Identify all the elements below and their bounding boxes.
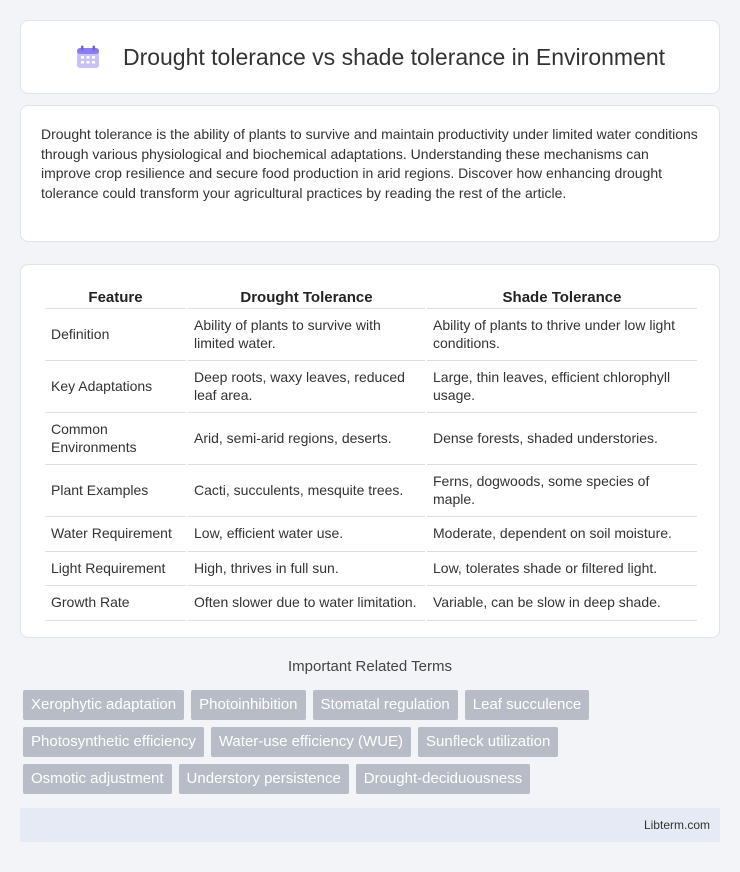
table-row: [45, 413, 697, 465]
tag-xerophytic-adaptation[interactable]: Xerophytic adaptation: [23, 690, 184, 720]
row-drought-value: Deep roots, waxy leaves, reduced leaf area.: [188, 361, 425, 413]
page-title: Drought tolerance vs shade tolerance in Environment: [122, 43, 666, 70]
related-terms-title: Important Related Terms: [288, 658, 452, 675]
table-row: [45, 552, 697, 587]
row-drought-value: Arid, semi-arid regions, deserts.: [188, 413, 425, 465]
tag-row: [23, 727, 723, 757]
header-drought-tolerance: Drought Tolerance: [188, 283, 425, 309]
tag-drought-deciduousness[interactable]: Drought-deciduousness: [356, 764, 530, 794]
comparison-table-card: [20, 264, 720, 638]
row-feature: Plant Examples: [45, 465, 186, 517]
row-drought-value: High, thrives in full sun.: [188, 552, 425, 587]
row-drought-value: Ability of plants to survive with limited water.: [188, 309, 425, 361]
tag-osmotic-adjustment[interactable]: Osmotic adjustment: [23, 764, 172, 794]
tag-water-use-efficiency[interactable]: Water-use efficiency (WUE): [211, 727, 411, 757]
tag-photoinhibition[interactable]: Photoinhibition: [191, 690, 305, 720]
tag-leaf-succulence[interactable]: Leaf succulence: [465, 690, 589, 720]
table-header-row: [45, 283, 697, 309]
table-row: [45, 517, 697, 552]
table-row: [45, 361, 697, 413]
calendar-icon: [75, 44, 101, 70]
header-feature: Feature: [45, 283, 186, 309]
row-feature: Key Adaptations: [45, 361, 186, 413]
row-feature: Growth Rate: [45, 586, 186, 621]
related-terms-tags: [23, 690, 723, 801]
row-feature: Light Requirement: [45, 552, 186, 587]
row-shade-value: Moderate, dependent on soil moisture.: [427, 517, 697, 552]
row-feature: Common Environments: [45, 413, 186, 465]
row-feature: Water Requirement: [45, 517, 186, 552]
tag-row: [23, 690, 723, 720]
tag-row: [23, 764, 723, 794]
footer: [20, 808, 720, 842]
table-row: [45, 586, 697, 621]
row-shade-value: Large, thin leaves, efficient chlorophyll usage.: [427, 361, 697, 413]
row-feature: Definition: [45, 309, 186, 361]
header-shade-tolerance: Shade Tolerance: [427, 283, 697, 309]
tag-stomatal-regulation[interactable]: Stomatal regulation: [313, 690, 458, 720]
row-drought-value: Often slower due to water limitation.: [188, 586, 425, 621]
row-drought-value: Low, efficient water use.: [188, 517, 425, 552]
row-drought-value: Cacti, succulents, mesquite trees.: [188, 465, 425, 517]
tag-understory-persistence[interactable]: Understory persistence: [179, 764, 349, 794]
row-shade-value: Dense forests, shaded understories.: [427, 413, 697, 465]
intro-card: [20, 105, 720, 242]
footer-brand-link[interactable]: Libterm.com: [643, 818, 710, 832]
tag-photosynthetic-efficiency[interactable]: Photosynthetic efficiency: [23, 727, 204, 757]
tag-sunfleck-utilization[interactable]: Sunfleck utilization: [418, 727, 558, 757]
comparison-table: [43, 283, 699, 621]
row-shade-value: Ability of plants to thrive under low light conditions.: [427, 309, 697, 361]
row-shade-value: Ferns, dogwoods, some species of maple.: [427, 465, 697, 517]
intro-paragraph: Drought tolerance is the ability of plants to survive and maintain productivity under limited water conditions through various physiological and biochemical adaptations. Understanding these mechanisms can improve crop resilience and secure food production in arid regions. Discover how enhancing drought tolerance could transform your agricultural practices by reading the rest of the article.: [41, 126, 698, 201]
row-shade-value: Variable, can be slow in deep shade.: [427, 586, 697, 621]
table-row: [45, 465, 697, 517]
row-shade-value: Low, tolerates shade or filtered light.: [427, 552, 697, 587]
table-row: [45, 309, 697, 361]
header-card: [20, 20, 720, 94]
